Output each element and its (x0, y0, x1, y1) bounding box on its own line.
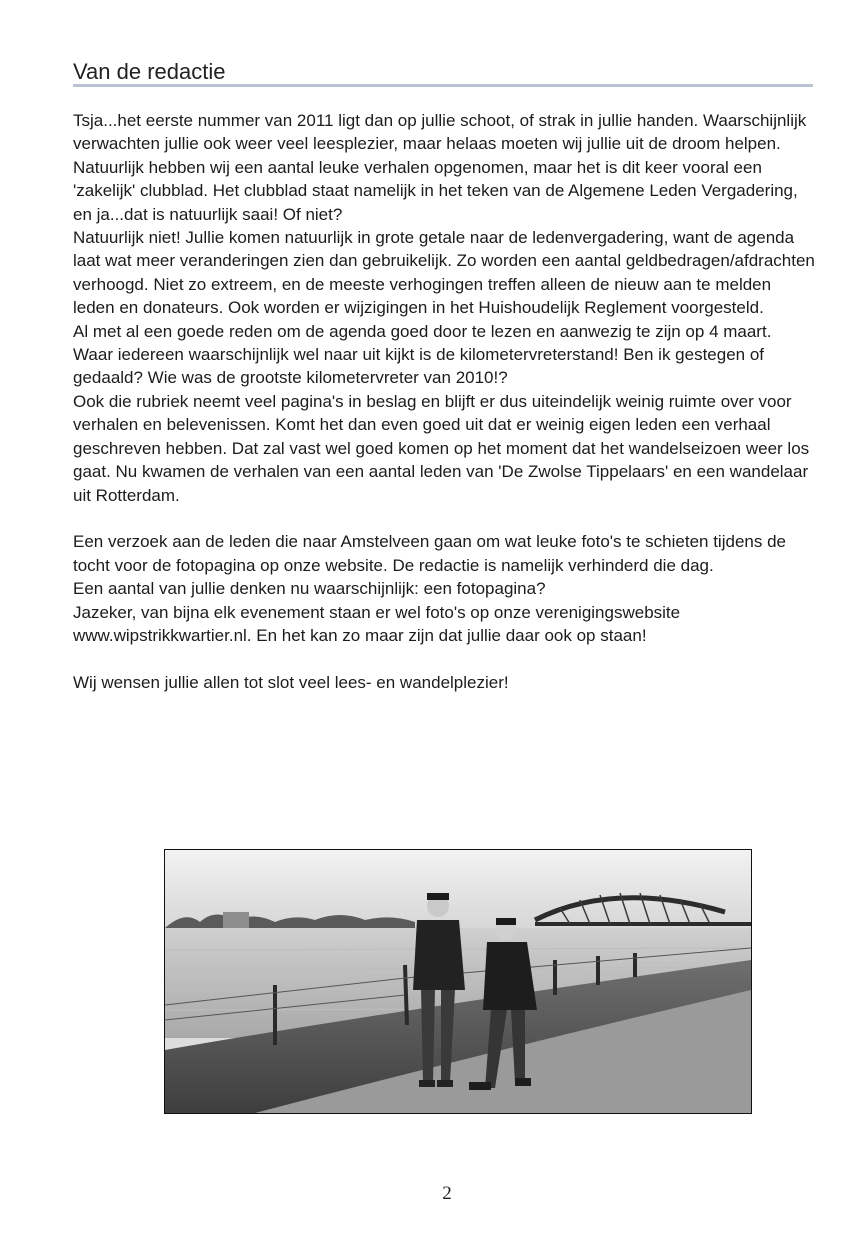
walkers-photo-image (165, 850, 751, 1113)
paragraph-stories: Ook die rubriek neemt veel pagina's in beslag en blijft er dus uiteindelijk weinig ruimte over voor verhalen en belevenissen. Komt het dan even goed uit dat er weinig eigen leden een verhaal geschreven hebben. Dat zal vast wel goed komen op het moment dat het wandelseizoen weer los gaat. Nu kwamen de verhalen van een aantal leden van 'De Zwolse Tippelaars' en een wandelaar uit Rotterdam. (73, 391, 810, 505)
paragraph-intro: Tsja...het eerste nummer van 2011 ligt dan op jullie schoot, of strak in jullie handen. Waarschijnlijk verwachten jullie ook weer veel leesplezier, maar helaas moeten wij jullie uit de droom helpen. Natuurlijk hebben wij een aantal leuke verhalen opgenomen, maar het is dit keer vooral een 'zakelijk' clubblad. Het clubblad staat namelijk in het teken van de Algemene Leden Vergadering, en ja...dat is natuurlijk saai! Of niet? (73, 111, 807, 224)
paragraph-closing: Wij wensen jullie allen tot slot veel lees- en wandelplezier! (73, 672, 509, 692)
page-number: 2 (442, 1183, 452, 1204)
article-body (73, 109, 815, 694)
paragraph-photo-request: Een verzoek aan de leden die naar Amstelveen gaan om wat leuke foto's te schieten tijdens de tocht voor de fotopagina op onze website. De redactie is namelijk verhinderd die dag. (73, 532, 786, 575)
paragraph-website: Jazeker, van bijna elk evenement staan er wel foto's op onze verenigingswebsite www.wipstrikkwartier.nl. En het kan zo maar zijn dat jullie daar ook op staan! (73, 602, 681, 645)
paragraph-meeting: Natuurlijk niet! Jullie komen natuurlijk in grote getale naar de ledenvergadering, want de agenda laat wat meer veranderingen zien dan gebruikelijk. Zo worden een aantal geldbedragen/afdrachten verhoogd. Niet zo extreem, en de meeste verhogingen treffen alleen de nieuw aan te melden leden en donateurs. Ook worden er wijzigingen in het Huishoudelijk Reglement voorgesteld. (73, 228, 815, 318)
paragraph-kilometervreter: Waar iedereen waarschijnlijk wel naar uit kijkt is de kilometervreterstand! Ben ik gestegen of gedaald? Wie was de grootste kilometervreter van 2010!? (73, 345, 765, 388)
paragraph-question: Een aantal van jullie denken nu waarschijnlijk: een fotopagina? (73, 579, 546, 599)
walkers-photo (164, 849, 752, 1114)
page-heading: Van de redactie (73, 59, 226, 84)
heading-rule (73, 84, 813, 87)
paragraph-agenda: Al met al een goede reden om de agenda goed door te lezen en aanwezig te zijn op 4 maart. (73, 321, 772, 341)
